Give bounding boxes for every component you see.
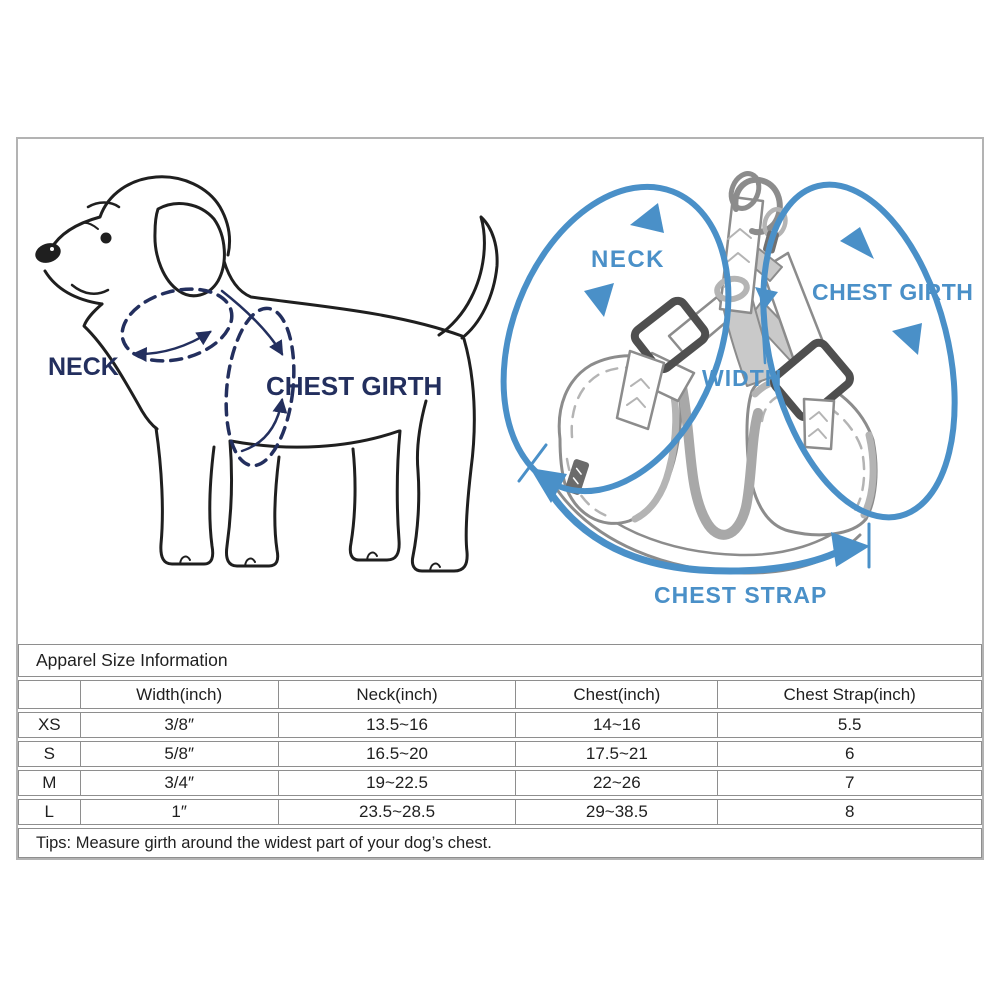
header-cell [19,681,81,708]
table-title: Apparel Size Information [36,650,228,670]
dog-mouth [72,285,108,294]
value-cell: 13.5~16 [279,713,517,737]
value-cell: 22~26 [516,771,718,795]
header-cell: Width(inch) [81,681,279,708]
dog-hind-leg-near [350,431,400,560]
value-cell: 6 [844,744,855,763]
value-cell: 14~16 [516,713,718,737]
table-row [18,770,982,796]
dog-chest-girth-label: CHEST GIRTH [266,371,443,401]
harness-chest-strap-label: CHEST STRAP [654,582,828,608]
header-cell: Neck(inch) [279,681,517,708]
value-cell: 5/8″ [81,742,279,766]
neck-loop-arrow-icon [630,203,664,233]
dog-nose-highlight [50,247,54,251]
table-row [18,712,982,738]
harness-right-strap-tail [804,399,834,449]
harness-chest-girth-label: CHEST GIRTH [812,279,974,305]
dog-front-leg-near [156,428,214,564]
value-cell: 3/8″ [81,713,279,737]
table-title-row [18,644,982,677]
size-cell: S [19,742,81,766]
value-cell: 23.5~28.5 [279,800,517,824]
neck-loop-arrow2-icon [584,283,614,317]
value-cell: 5.5 [837,715,862,734]
harness-illustration [462,154,982,608]
size-cell: M [19,771,81,795]
chest-strap-arrow-right-icon [831,532,870,567]
dog-neck-measure-arrow [134,332,210,354]
dog-neck-label: NECK [48,353,119,381]
size-chart-panel [16,137,984,860]
measuring-diagram-svg [18,139,982,644]
value-cell: 17.5~21 [516,742,718,766]
harness-measure-annotations [462,154,982,608]
size-cell: XS [19,713,81,737]
chest-girth-arrow2-icon [892,323,922,355]
header-cell: Chest Strap(inch) [783,684,916,704]
dog-nose [33,240,64,266]
dog-eyelash [82,223,98,229]
chest-girth-arrow-icon [840,227,874,259]
harness-neck-label: NECK [591,246,666,273]
value-cell: 7 [844,773,855,792]
harness-u-channel [682,387,758,535]
dog-front-leg-far [226,441,279,566]
dog-tail [439,217,497,338]
dog-paw-toes [180,553,440,571]
dog-neck-measure-ellipse [114,278,240,373]
value-cell: 19~22.5 [279,771,517,795]
dog-eye [101,233,112,244]
value-cell: 29~38.5 [516,800,718,824]
dog-illustration [33,177,497,571]
tips-text: Tips: Measure girth around the widest part of your dog’s chest. [36,833,492,852]
dog-ear [155,204,224,296]
value-cell: 3/4″ [81,771,279,795]
header-cell: Chest(inch) [516,681,718,708]
value-cell: 1″ [81,800,279,824]
diagram-area [18,139,982,644]
table-tips-row [18,828,982,858]
size-cell: L [19,800,81,824]
table-row [18,741,982,767]
size-table [18,644,982,858]
table-row [18,799,982,825]
value-cell: 16.5~20 [279,742,517,766]
table-header-row [18,680,982,709]
value-cell: 8 [844,802,855,821]
harness-width-label: WIDTH [702,365,783,391]
table-body [18,712,982,825]
